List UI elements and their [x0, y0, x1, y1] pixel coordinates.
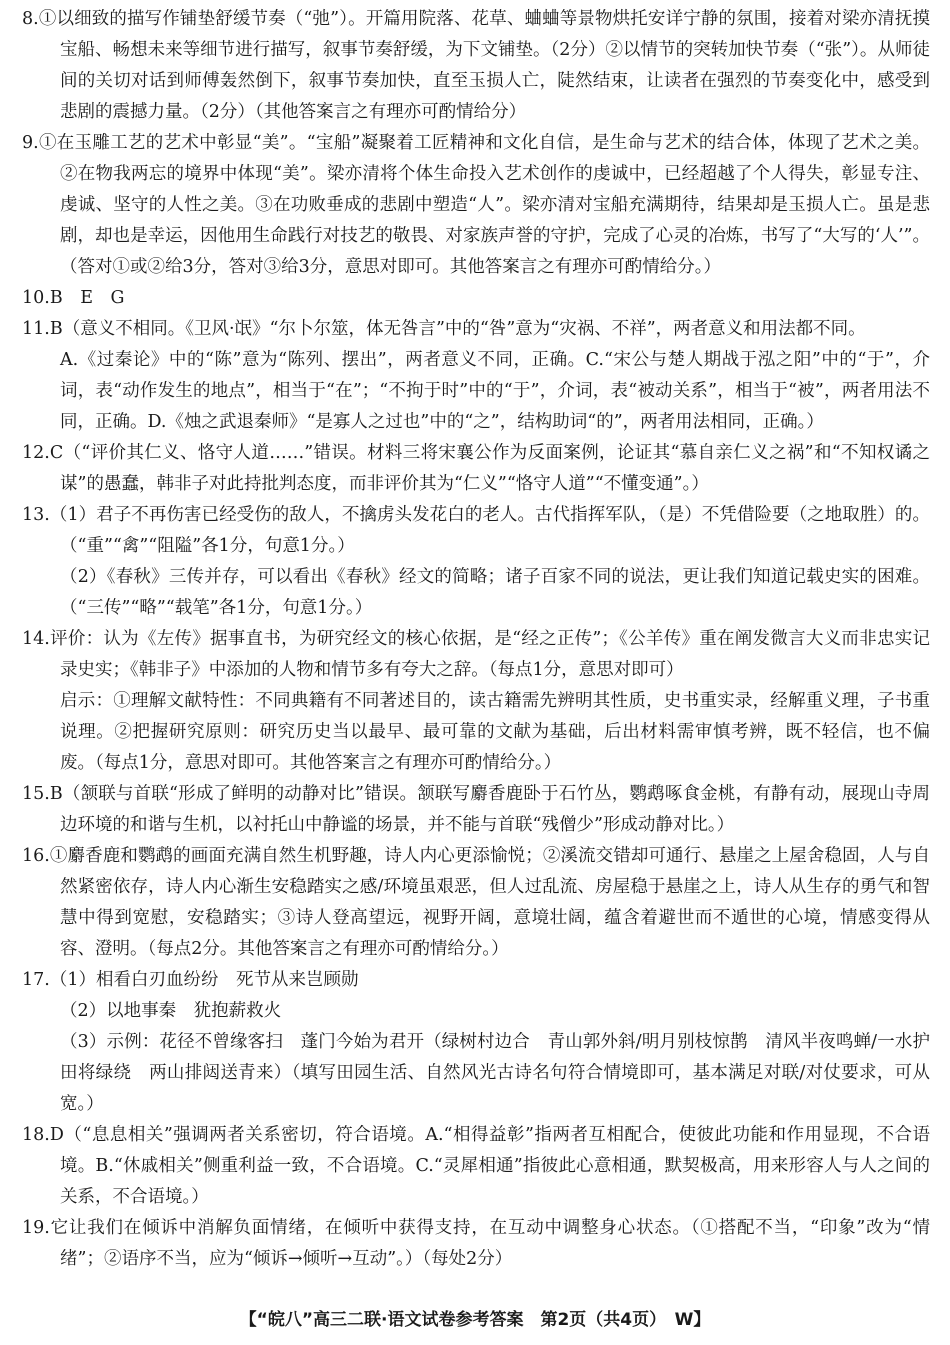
answer-q8: 8.①以细致的描写作铺垫舒缓节奏（“弛”）。开篇用院落、花草、蛐蛐等景物烘托安详宁静的氛围，接着对梁亦清抚摸宝船、畅想未来等细节进行描写，叙事节奏舒缓，为下文铺垫。（2分）②以情节的突转加快节奏（“张”）。从师徒间的关切对话到师傅轰然倒下，叙事节奏加快，直至玉损人亡，陡然结束，让读者在强烈的节奏变化中，感受到悲剧的震撼力量。（2分）（其他答案言之有理亦可酌情给分） [22, 9, 930, 122]
answer-q10: 10.B E G [22, 288, 125, 308]
answer-q17-part1: 17.（1）相看白刃血纷纷 死节从来岂顾勋 [22, 970, 359, 990]
answer-q14-evaluation: 14.评价：认为《左传》据事直书，为研究经文的核心依据，是“经之正传”；《公羊传》重在阐发微言大义而非忠实记录史实；《韩非子》中添加的人物和情节多有夸大之辞。（每点1分，意思对即可） [22, 629, 930, 680]
answer-q16: 16.①麝香鹿和鹦鹉的画面充满自然生机野趣，诗人内心更添愉悦；②溪流交错却可通行、悬崖之上屋舍稳固，人与自然紧密依存，诗人内心渐生安稳踏实之感/环境虽艰恶，但人过乱流、房屋稳于悬崖之上，诗人从生存的勇气和智慧中得到宽慰，安稳踏实；③诗人登高望远，视野开阔，意境壮阔，蕴含着避世而不遁世的心境，情感变得从容、澄明。（每点2分。其他答案言之有理亦可酌情给分。） [22, 846, 930, 959]
answer-q17-part2: （2）以地事秦 犹抱薪救火 [60, 1001, 282, 1021]
answer-q11: 11.B（意义不相同。《卫风·氓》“尔卜尔筮，体无咎言”中的“咎”意为“灾祸、不祥”，两者意义和用法都不同。 [22, 319, 866, 339]
answer-q14-insight: 启示：①理解文献特性：不同典籍有不同著述目的，读古籍需先辨明其性质，史书重实录，经解重义理，子书重说理。②把握研究原则：研究历史当以最早、最可靠的文献为基础，后出材料需审慎考辨，既不轻信，也不偏废。（每点1分，意思对即可。其他答案言之有理亦可酌情给分。） [60, 691, 930, 773]
answer-q15: 15.B（颔联与首联“形成了鲜明的动静对比”错误。颔联写麝香鹿卧于石竹丛，鹦鹉啄食金桃，有静有动，展现山寺周边环境的和谐与生机，以衬托山中静谧的场景，并不能与首联“残僧少”形成动静对比。） [22, 784, 930, 835]
answer-q11-detail: A.《过秦论》中的“陈”意为“陈列、摆出”，两者意义不同，正确。C.“宋公与楚人期战于泓之阳”中的“于”，介词，表“动作发生的地点”，相当于“在”；“不拘于时”中的“于”，介词，表“被动关系”，相当于“被”，两者用法不同，正确。D.《烛之武退秦师》“是寡人之过也”中的“之”，结构助词“的”，两者用法相同，正确。） [60, 350, 930, 432]
answer-q9: 9.①在玉雕工艺的艺术中彰显“美”。“宝船”凝聚着工匠精神和文化自信，是生命与艺术的结合体，体现了艺术之美。②在物我两忘的境界中体现“美”。梁亦清将个体生命投入艺术创作的虔诚中，已经超越了个人得失，彰显专注、虔诚、坚守的人性之美。③在功败垂成的悲剧中塑造“人”。梁亦清对宝船充满期待，结果却是玉损人亡。虽是悲剧，却也是幸运，因他用生命践行对技艺的敬畏、对家族声誉的守护，完成了心灵的冶炼，书写了“大写的‘人’”。（答对①或②给3分，答对③给3分，意思对即可。其他答案言之有理亦可酌情给分。） [22, 133, 930, 277]
answer-q18: 18.D（“息息相关”强调两者关系密切，符合语境。A.“相得益彰”指两者互相配合，使彼此功能和作用显现，不合语境。B.“休戚相关”侧重利益一致，不合语境。C.“灵犀相通”指彼此心意相通，默契极高，用来形容人与人之间的关系，不合语境。） [22, 1125, 930, 1207]
answer-q12: 12.C（“评价其仁义、恪守人道……”错误。材料三将宋襄公作为反面案例，论证其“慕自亲仁义之祸”和“不知权谲之谋”的愚蠢，韩非子对此持批判态度，而非评价其为“仁义”“恪守人道”“不懂变通”。） [22, 443, 930, 494]
answer-q19: 19.它让我们在倾诉中消解负面情绪，在倾听中获得支持，在互动中调整身心状态。（①搭配不当，“印象”改为“情绪”；②语序不当，应为“倾诉→倾听→互动”。）（每处2分） [22, 1218, 930, 1269]
answer-q13-part2: （2）《春秋》三传并存，可以看出《春秋》经文的简略；诸子百家不同的说法，更让我们知道记载史实的困难。（“三传”“略”“载笔”各1分，句意1分。） [60, 567, 930, 618]
page-footer: 【“皖八”高三二联·语文试卷参考答案 第2页（共4页） W】 [239, 1310, 711, 1330]
answer-q17-part3: （3）示例：花径不曾缘客扫 蓬门今始为君开（绿树村边合 青山郭外斜/明月别枝惊鹊 清风半夜鸣蝉/一水护田将绿绕 两山排闼送青来）（填写田园生活、自然风光古诗名句符合情境即可，基本满足对联/对仗要求，可从宽。） [60, 1032, 930, 1114]
answer-q13-part1: 13.（1）君子不再伤害已经受伤的敌人，不擒虏头发花白的老人。古代指挥军队，（是）不凭借险要（之地取胜）的。（“重”“禽”“阻隘”各1分，句意1分。） [22, 505, 930, 556]
